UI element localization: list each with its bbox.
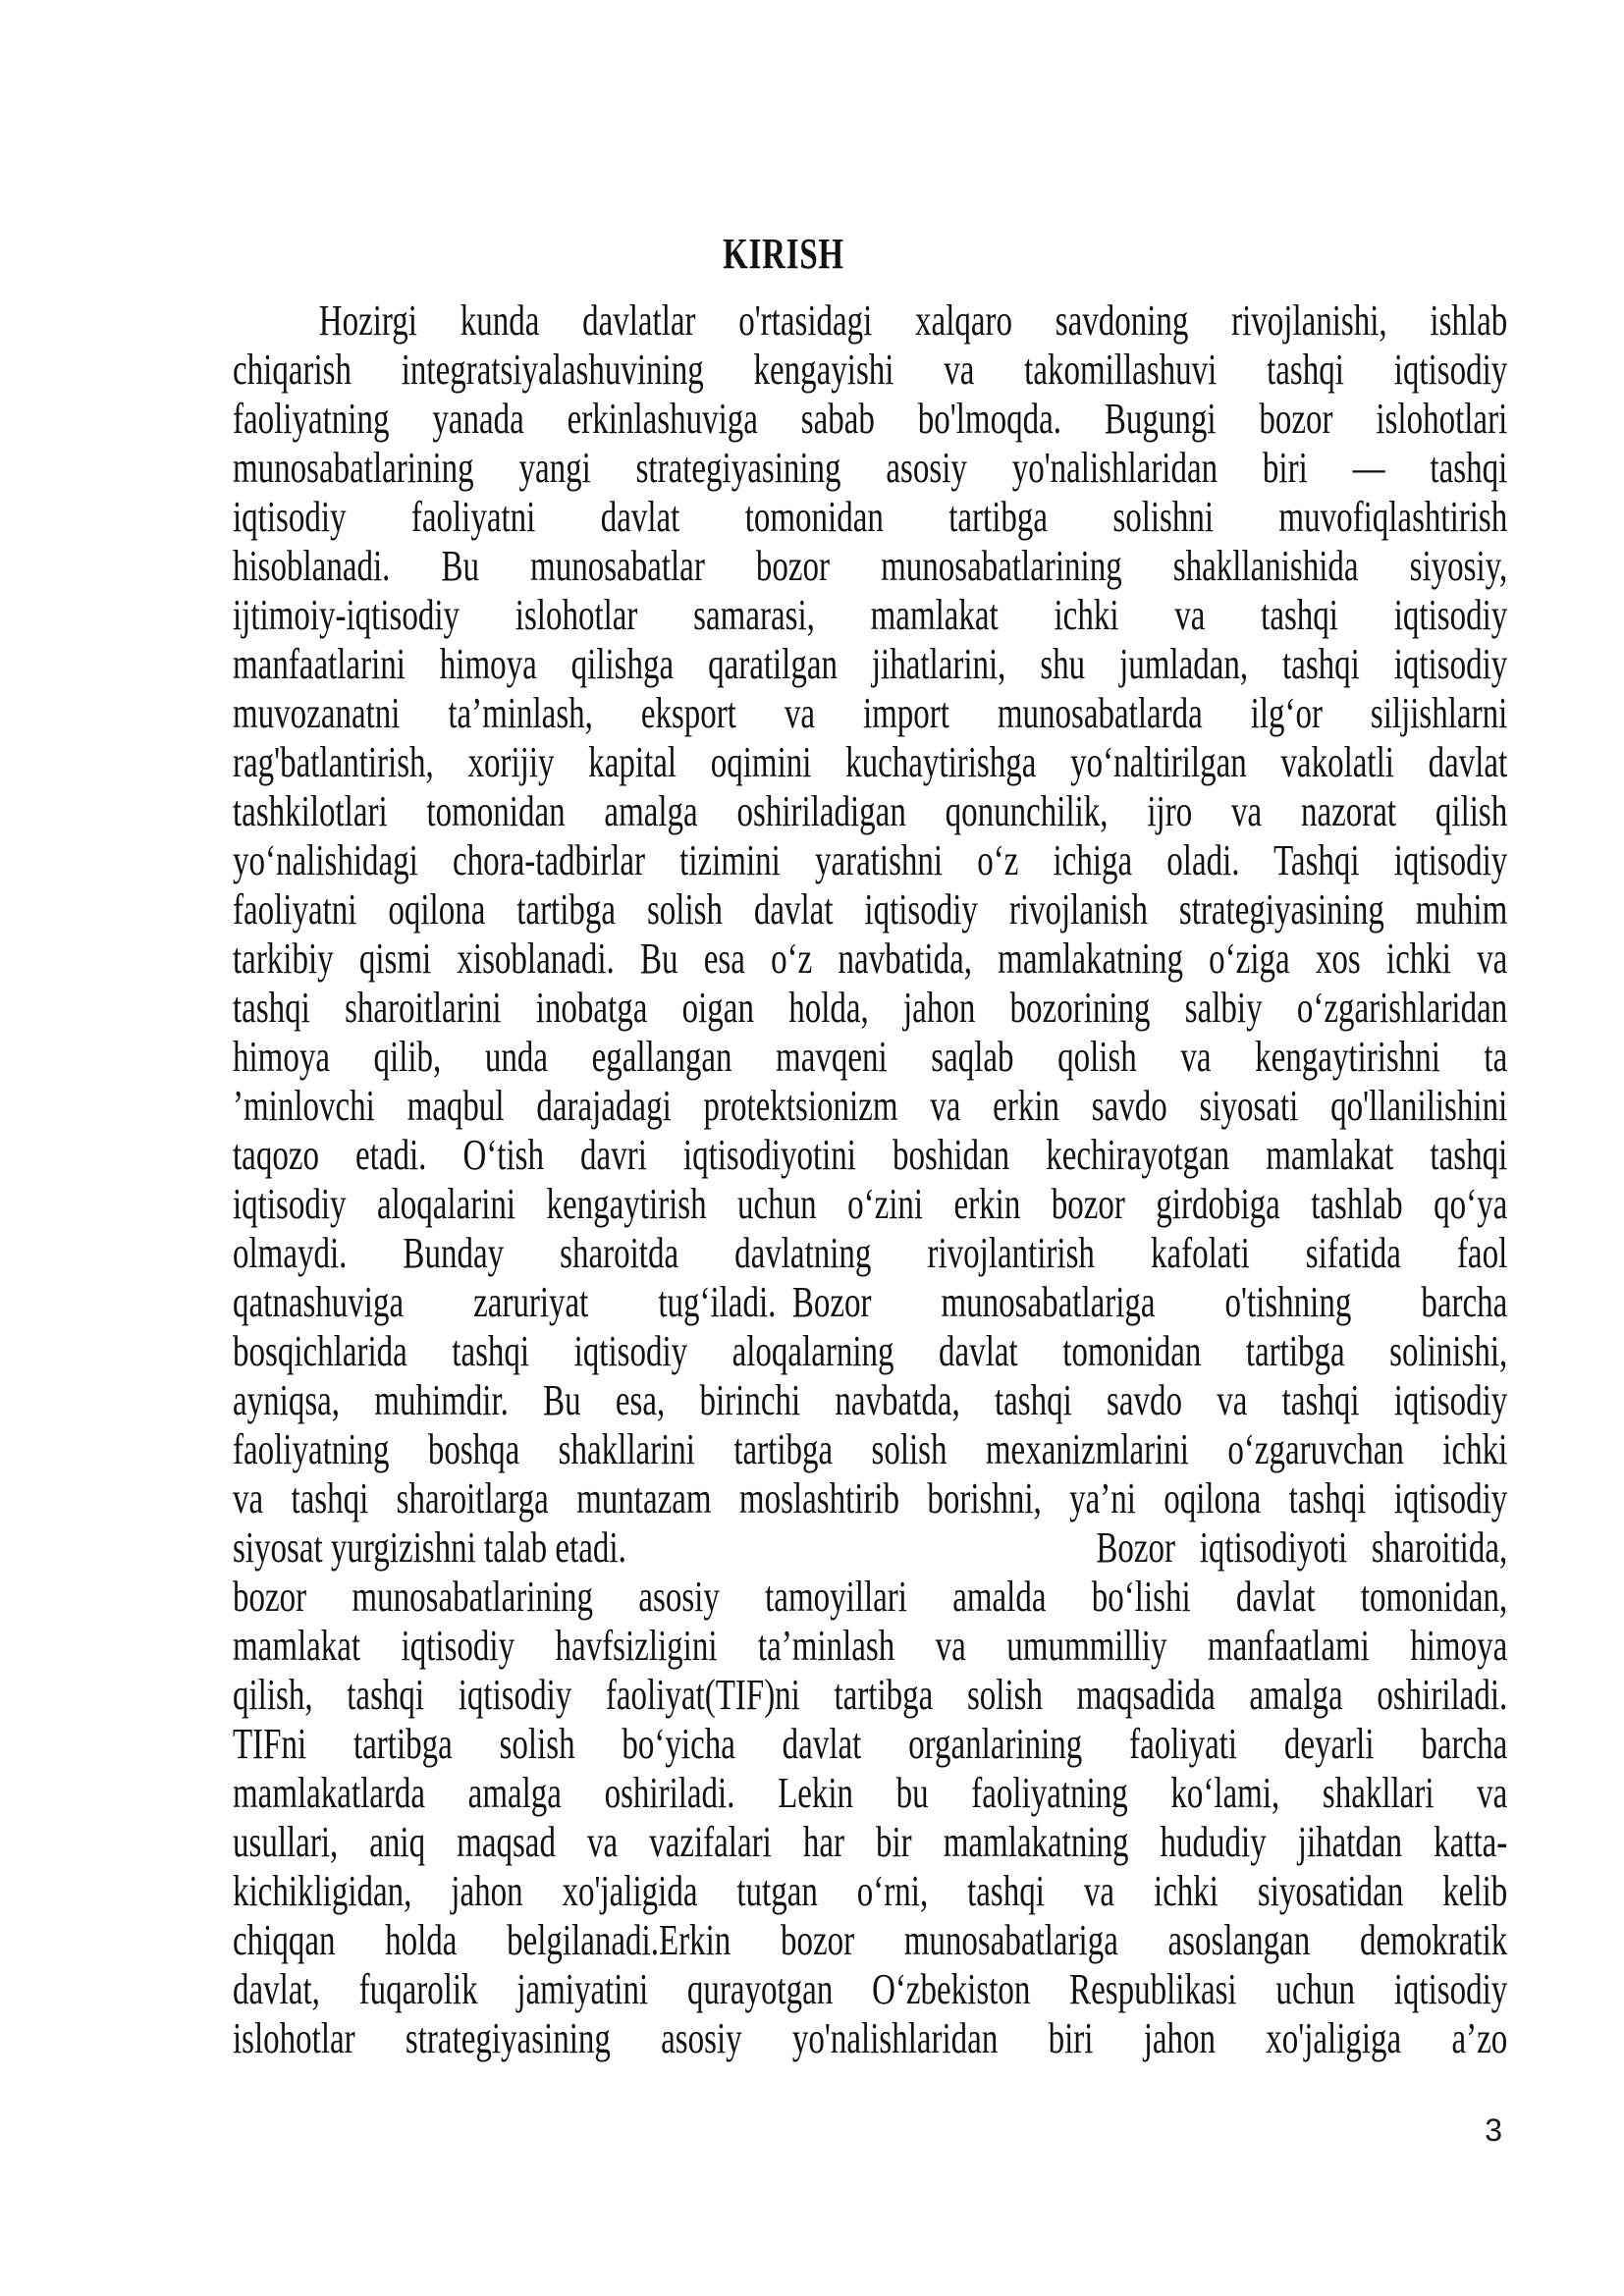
paragraph-line: iqtisodiy faoliyatni davlat tomonidan tartibga solishni muvofiqlashtirish [233,493,1508,541]
paragraph-line: muvozanatni ta’minlash, eksport va import munosabatlarda ilg‘or siljishlarni [233,689,1508,737]
paragraph-line: tashqi sharoitlarini inobatga oigan holda, jahon bozorining salbiy o‘zgarishlaridan [233,984,1508,1032]
paragraph-line: tashkilotlari tomonidan amalga oshiriladigan qonunchilik, ijro va nazorat qilish [233,787,1508,835]
paragraph-line: davlat, fuqarolik jamiyatini qurayotgan O‘zbekiston Respublikasi uchun iqtisodiy [233,1965,1508,2013]
body-paragraph [233,296,1507,2063]
paragraph-line: hisoblanadi. Bu munosabatlar bozor munosabatlarining shakllanishida siyosiy, [233,542,1508,590]
paragraph-line: himoya qilib, unda egallangan mavqeni saqlab qolish va kengaytirishni ta [233,1033,1508,1081]
paragraph-line: qilish, tashqi iqtisodiy faoliyat(TIF)ni tartibga solish maqsadida amalga oshiriladi. [233,1671,1508,1719]
paragraph-line: ijtimoiy-iqtisodiy islohotlar samarasi, mamlakat ichki va tashqi iqtisodiy [233,591,1508,639]
paragraph-line: chiqqan holda belgilanadi.Erkin bozor munosabatlariga asoslangan demokratik [233,1916,1508,1964]
paragraph-line: islohotlar strategiyasining asosiy yo'nalishlaridan biri jahon xo'jaligiga a’zo [233,2014,1508,2062]
split-line-right: Bozor iqtisodiyoti sharoitida, [1096,1523,1508,1572]
paragraph-line: faoliyatning boshqa shakllarini tartibga solish mexanizmlarini o‘zgaruvchan ichki [233,1425,1508,1473]
paragraph-line: mamlakatlarda amalga oshiriladi. Lekin bu faoliyatning ko‘lami, shakllari va [233,1769,1508,1817]
paragraph-line: mamlakat iqtisodiy havfsizligini ta’minlash va umummilliy manfaatlami himoya [233,1622,1508,1670]
paragraph-line: manfaatlarini himoya qilishga qaratilgan jihatlarini, shu jumladan, tashqi iqtisodiy [233,640,1508,688]
paragraph-line: usullari, aniq maqsad va vazifalari har bir mamlakatning hududiy jihatdan katta- [233,1818,1508,1866]
paragraph-line: ’minlovchi maqbul darajadagi protektsionizm va erkin savdo siyosati qo'llanilishini [233,1082,1508,1130]
paragraph-line: taqozo etadi. O‘tish davri iqtisodiyotini boshidan kechirayotgan mamlakat tashqi [233,1131,1508,1179]
paragraph-line-split [233,1523,1507,1573]
paragraph-line: tarkibiy qismi xisoblanadi. Bu esa o‘z navbatida, mamlakatning o‘ziga xos ichki va [233,934,1508,983]
paragraph-line: yo‘nalishidagi chora-tadbirlar tizimini yaratishni o‘z ichiga oladi. Tashqi iqtisodiy [233,836,1508,884]
paragraph-line: bozor munosabatlarining asosiy tamoyillari amalda bo‘lishi davlat tomonidan, [233,1573,1508,1621]
paragraph-line: va tashqi sharoitlarga muntazam moslashtirib borishni, ya’ni oqilona tashqi iqtisodiy [233,1474,1508,1522]
paragraph-line: kichikligidan, jahon xo'jaligida tutgan o‘rni, tashqi va ichki siyosatidan kelib [233,1867,1508,1915]
paragraph-line: olmaydi. Bunday sharoitda davlatning rivojlantirish kafolati sifatida faol [233,1229,1508,1277]
paragraph-line: Hozirgi kunda davlatlar o'rtasidagi xalqaro savdoning rivojlanishi, ishlab [318,296,1508,345]
paragraph-line: ayniqsa, muhimdir. Bu esa, birinchi navbatda, tashqi savdo va tashqi iqtisodiy [233,1376,1508,1424]
paragraph-line: munosabatlarining yangi strategiyasining asosiy yo'nalishlaridan biri — tashqi [233,444,1508,492]
page-number: 3 [1485,2112,1502,2148]
split-line-left: siyosat yurgizishni talab etadi. [233,1523,626,1572]
paragraph-line: qatnashuviga zaruriyat tug‘iladi. Bozor munosabatlariga o'tishning barcha [233,1278,1508,1326]
paragraph-line: faoliyatning yanada erkinlashuviga sabab bo'lmoqda. Bugungi bozor islohotlari [233,395,1508,443]
paragraph-line: bosqichlarida tashqi iqtisodiy aloqalarning davlat tomonidan tartibga solinishi, [233,1327,1508,1375]
paragraph-line: rag'batlantirish, xorijiy kapital oqimini kuchaytirishga yo‘naltirilgan vakolatli davlat [233,738,1508,786]
page-title: KIRISH [723,230,844,278]
paragraph-line: faoliyatni oqilona tartibga solish davlat iqtisodiy rivojlanish strategiyasining muhim [233,885,1508,934]
paragraph-line: iqtisodiy aloqalarini kengaytirish uchun o‘zini erkin bozor girdobiga tashlab qo‘ya [233,1180,1508,1228]
paragraph-line: chiqarish integratsiyalashuvining kengayishi va takomillashuvi tashqi iqtisodiy [233,346,1508,394]
paragraph-line: TIFni tartibga solish bo‘yicha davlat organlarining faoliyati deyarli barcha [233,1720,1508,1768]
